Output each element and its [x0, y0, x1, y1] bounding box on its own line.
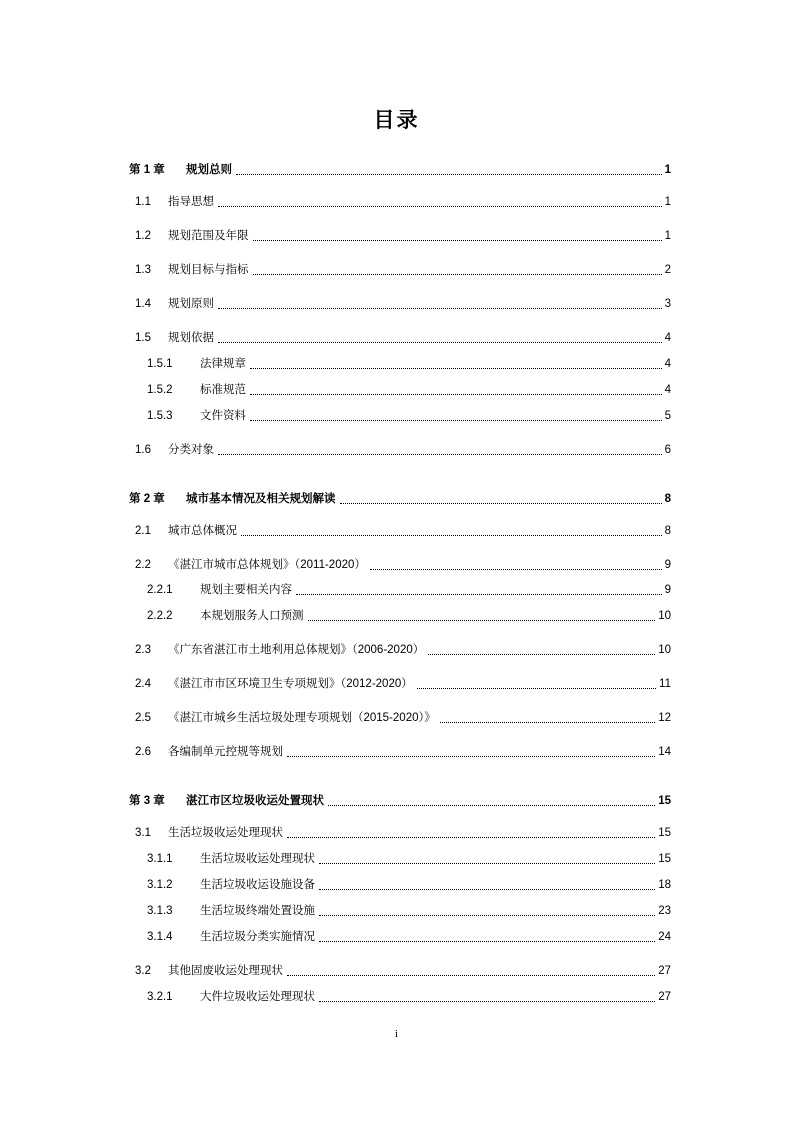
- dot-leader: [296, 593, 662, 595]
- toc-page-number: 3: [664, 298, 671, 310]
- dot-leader: [218, 453, 662, 455]
- dot-leader: [340, 502, 662, 504]
- toc-label: 生活垃圾收运设施设备: [200, 879, 315, 891]
- toc-entry-1-1[interactable]: [135, 194, 671, 210]
- toc-number: 2.5: [135, 712, 151, 724]
- toc-entry-2-4[interactable]: [135, 676, 671, 692]
- dot-leader: [253, 239, 662, 241]
- toc-entry-1-5-1[interactable]: [147, 356, 671, 372]
- toc-label: 《湛江市市区环境卫生专项规划》（2012-2020）: [168, 678, 413, 690]
- toc-label: 生活垃圾终端处置设施: [200, 905, 315, 917]
- toc-entry-chapter-3[interactable]: [129, 793, 671, 809]
- toc-entry-2-2[interactable]: [135, 557, 671, 573]
- toc-entry-1-3[interactable]: [135, 262, 671, 278]
- toc-number: 1.1: [135, 196, 151, 208]
- toc-number: 1.5: [135, 332, 151, 344]
- toc-number: 3.1.1: [147, 853, 173, 865]
- toc-label: 城市总体概况: [168, 525, 237, 537]
- toc-page-number: 14: [658, 746, 671, 758]
- toc-label: 《广东省湛江市土地利用总体规划》（2006-2020）: [168, 644, 425, 656]
- dot-leader: [236, 173, 662, 175]
- toc-page-number: 27: [658, 991, 671, 1003]
- toc-number: 2.4: [135, 678, 151, 690]
- toc-entry-1-5-3[interactable]: [147, 408, 671, 424]
- dot-leader: [428, 653, 655, 655]
- dot-leader: [218, 205, 662, 207]
- dot-leader: [287, 755, 655, 757]
- toc-number: 3.1.2: [147, 879, 173, 891]
- toc-page-number: 23: [658, 905, 671, 917]
- toc-entry-chapter-2[interactable]: [129, 491, 671, 507]
- toc-page-number: 10: [658, 610, 671, 622]
- toc-page-number: 8: [664, 493, 671, 505]
- toc-number: 1.6: [135, 444, 151, 456]
- toc-label: 湛江市区垃圾收运处置现状: [186, 795, 324, 807]
- dot-leader: [319, 940, 655, 942]
- toc-label: 《湛江市城乡生活垃圾处理专项规划（2015-2020）》: [168, 712, 436, 724]
- toc-page-number: 4: [664, 332, 671, 344]
- toc-label: 文件资料: [200, 410, 246, 422]
- toc-label: 规划原则: [168, 298, 214, 310]
- toc-number: 2.2.2: [147, 610, 173, 622]
- toc-label: 本规划服务人口预测: [200, 610, 304, 622]
- dot-leader: [253, 273, 662, 275]
- dot-leader: [218, 307, 662, 309]
- toc-entry-1-5-2[interactable]: [147, 382, 671, 398]
- dot-leader: [319, 914, 655, 916]
- toc-number: 1.5.3: [147, 410, 173, 422]
- toc-page-number: 1: [664, 230, 671, 242]
- dot-leader: [287, 974, 655, 976]
- dot-leader: [328, 804, 655, 806]
- toc-number: 1.2: [135, 230, 151, 242]
- toc-label: 各编制单元控规等规划: [168, 746, 283, 758]
- toc-number: 1.4: [135, 298, 151, 310]
- toc-number: 1.5.1: [147, 358, 173, 370]
- toc-number: 2.2: [135, 559, 151, 571]
- toc-page-number: 11: [659, 678, 671, 690]
- toc-label: 其他固废收运处理现状: [168, 965, 283, 977]
- page-title: 目录: [373, 108, 420, 132]
- toc-page-number: 15: [658, 827, 671, 839]
- toc-page-number: 4: [664, 358, 671, 370]
- dot-leader: [417, 687, 656, 689]
- toc-entry-chapter-1[interactable]: [129, 162, 671, 178]
- toc-label: 规划依据: [168, 332, 214, 344]
- toc-number: 2.2.1: [147, 584, 173, 596]
- toc-number: 3.1: [135, 827, 151, 839]
- toc-page-number: 2: [664, 264, 671, 276]
- toc-entry-1-5[interactable]: [135, 330, 671, 346]
- toc-page-number: 4: [664, 384, 671, 396]
- toc-label: 规划总则: [186, 164, 232, 176]
- page-footer-number: i: [394, 1028, 399, 1040]
- toc-page-number: 8: [664, 525, 671, 537]
- toc-label: 指导思想: [168, 196, 214, 208]
- toc-entry-2-2-1[interactable]: [147, 582, 671, 598]
- toc-label: 标准规范: [200, 384, 246, 396]
- toc-label: 法律规章: [200, 358, 246, 370]
- dot-leader: [440, 721, 655, 723]
- toc-entry-3-1[interactable]: [135, 825, 671, 841]
- dot-leader: [319, 1000, 655, 1002]
- toc-label: 大件垃圾收运处理现状: [200, 991, 315, 1003]
- toc-entry-1-4[interactable]: [135, 296, 671, 312]
- toc-entry-2-3[interactable]: [135, 642, 671, 658]
- dot-leader: [250, 367, 662, 369]
- dot-leader: [308, 619, 656, 621]
- toc-page-number: 1: [664, 196, 671, 208]
- toc-entry-3-1-1[interactable]: [147, 851, 671, 867]
- toc-number: 第 1 章: [129, 164, 165, 176]
- toc-entry-3-2[interactable]: [135, 963, 671, 979]
- toc-page-number: 1: [664, 164, 671, 176]
- toc-page-number: 10: [658, 644, 671, 656]
- toc-entry-2-5[interactable]: [135, 710, 671, 726]
- toc-entry-2-2-2[interactable]: [147, 608, 671, 624]
- toc-label: 分类对象: [168, 444, 214, 456]
- toc-number: 3.2.1: [147, 991, 173, 1003]
- dot-leader: [250, 419, 662, 421]
- toc-page-number: 9: [664, 559, 671, 571]
- toc-number: 1.5.2: [147, 384, 173, 396]
- toc-entry-3-2-1[interactable]: [147, 989, 671, 1005]
- toc-page-number: 27: [658, 965, 671, 977]
- toc-entry-3-1-2[interactable]: [147, 877, 671, 893]
- toc-entry-2-1[interactable]: [135, 523, 671, 539]
- toc-entry-3-1-4[interactable]: [147, 929, 671, 945]
- dot-leader: [287, 836, 655, 838]
- toc-page-number: 5: [664, 410, 671, 422]
- dot-leader: [241, 534, 662, 536]
- toc-label: 生活垃圾收运处理现状: [200, 853, 315, 865]
- toc-number: 2.3: [135, 644, 151, 656]
- toc-label: 规划目标与指标: [168, 264, 249, 276]
- toc-number: 2.6: [135, 746, 151, 758]
- toc-page-number: 18: [658, 879, 671, 891]
- toc-number: 第 2 章: [129, 493, 165, 505]
- toc-page-number: 15: [658, 853, 671, 865]
- toc-page-number: 6: [664, 444, 671, 456]
- dot-leader: [218, 341, 662, 343]
- toc-number: 3.2: [135, 965, 151, 977]
- toc-entry-1-6[interactable]: [135, 442, 671, 458]
- dot-leader: [250, 393, 662, 395]
- toc-label: 生活垃圾分类实施情况: [200, 931, 315, 943]
- toc-label: 规划主要相关内容: [200, 584, 292, 596]
- toc-label: 《湛江市城市总体规划》（2011-2020）: [168, 559, 366, 571]
- dot-leader: [319, 888, 655, 890]
- toc-page-number: 15: [658, 795, 671, 807]
- toc-entry-1-2[interactable]: [135, 228, 671, 244]
- toc-number: 2.1: [135, 525, 151, 537]
- toc-number: 1.3: [135, 264, 151, 276]
- toc-number: 3.1.3: [147, 905, 173, 917]
- toc-number: 3.1.4: [147, 931, 173, 943]
- toc-label: 生活垃圾收运处理现状: [168, 827, 283, 839]
- toc-number: 第 3 章: [129, 795, 165, 807]
- toc-page-number: 12: [658, 712, 671, 724]
- dot-leader: [370, 568, 662, 570]
- toc-page-number: 24: [658, 931, 671, 943]
- toc-entry-3-1-3[interactable]: [147, 903, 671, 919]
- dot-leader: [319, 862, 655, 864]
- toc-label: 规划范围及年限: [168, 230, 249, 242]
- toc-entry-2-6[interactable]: [135, 744, 671, 760]
- toc-page-number: 9: [664, 584, 671, 596]
- toc-label: 城市基本情况及相关规划解读: [186, 493, 336, 505]
